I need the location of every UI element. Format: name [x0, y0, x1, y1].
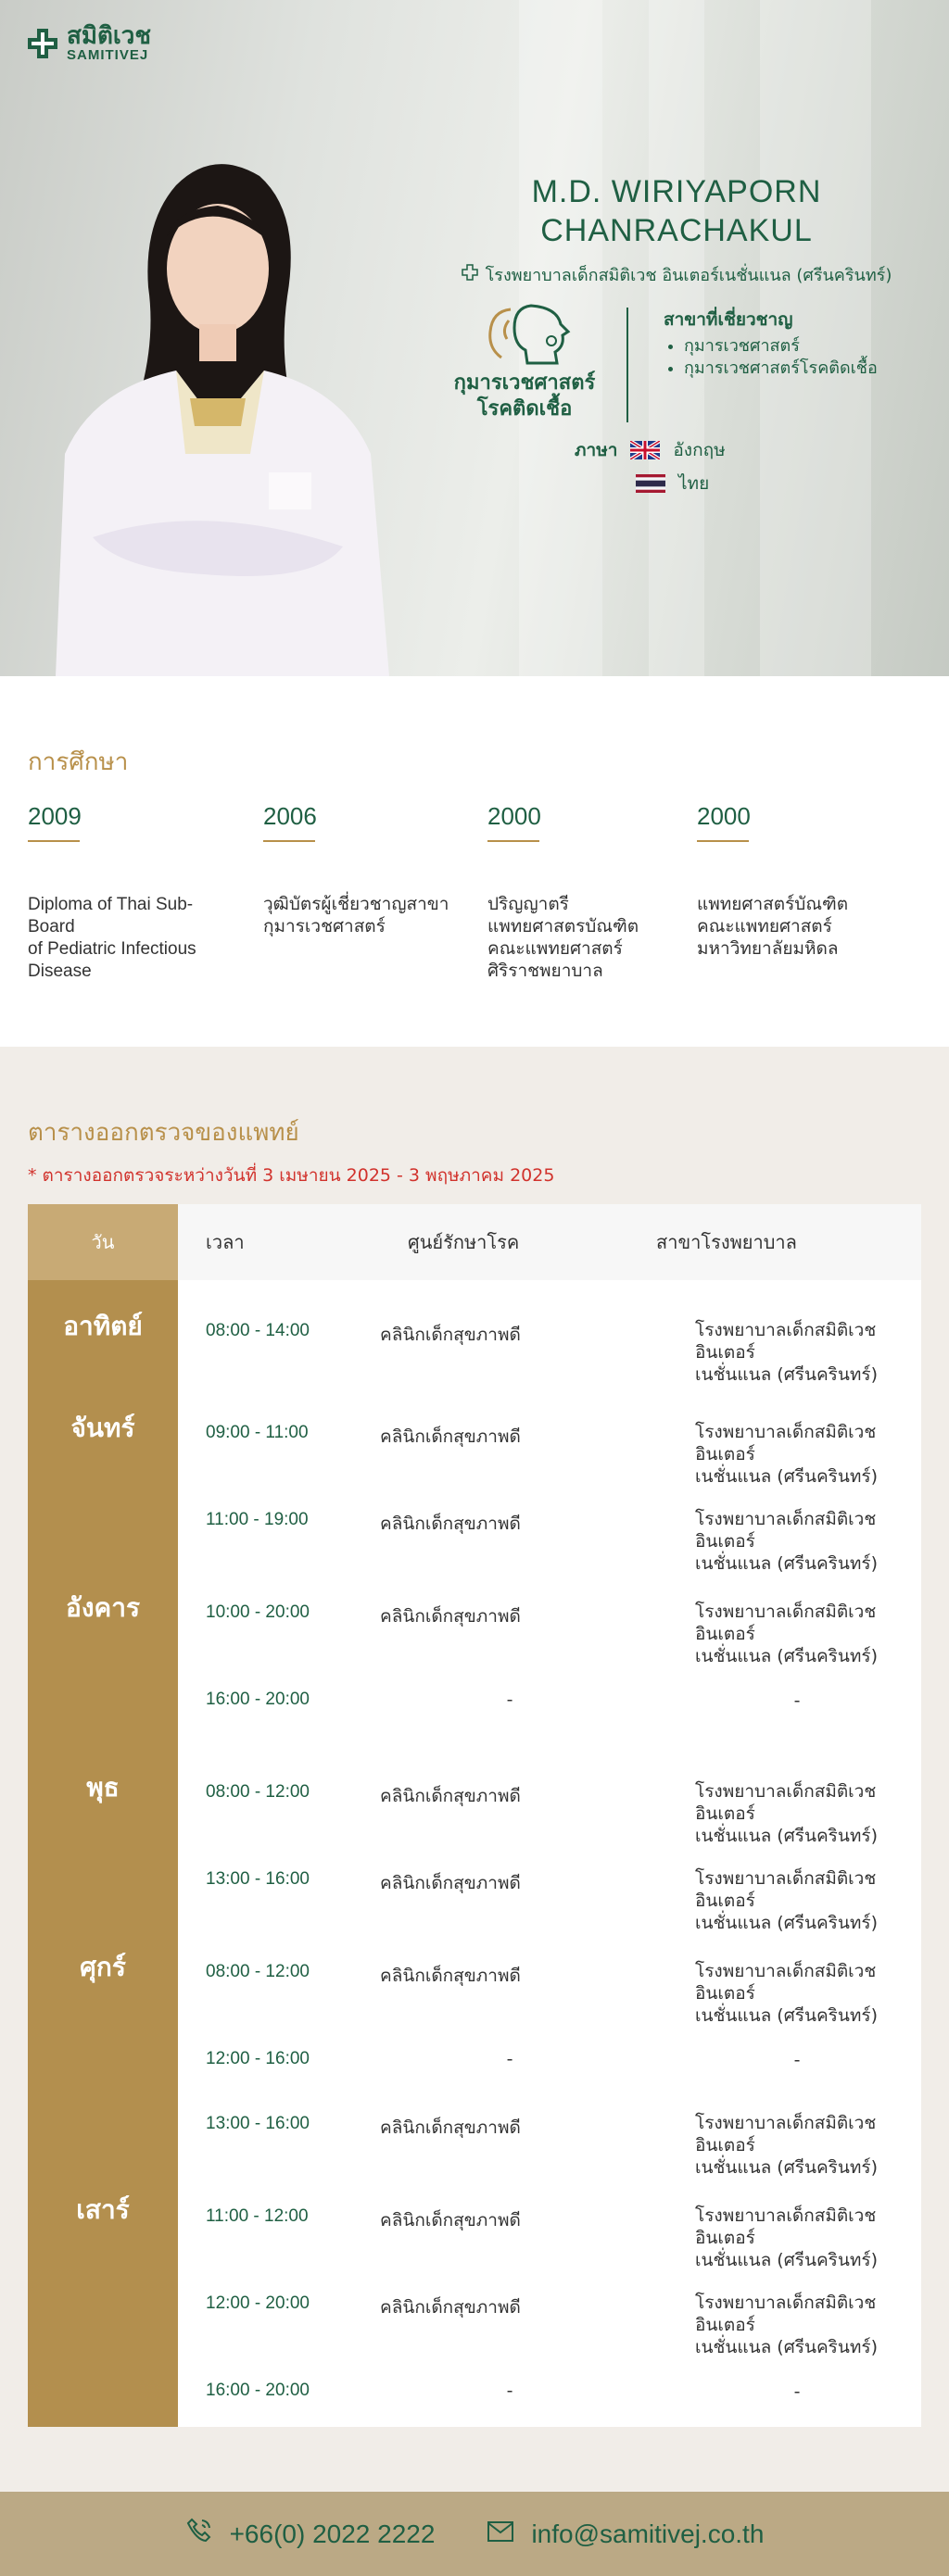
education-desc-line: วุฒิบัตรผู้เชี่ยวชาญสาขา	[263, 895, 449, 914]
day-monday: จันทร์	[70, 1413, 135, 1443]
education-desc-line: ปริญญาตรี	[487, 895, 569, 914]
row-branch: -	[793, 1690, 801, 1711]
day-wednesday: พุธ	[86, 1772, 120, 1803]
day-sunday: อาทิตย์	[63, 1311, 143, 1341]
education-desc-line: Diploma of Thai Sub-	[28, 895, 194, 914]
row-center: คลินิกเด็กสุขภาพดี	[380, 1786, 521, 1806]
row-center: -	[506, 2381, 513, 2401]
row-time: 16:00 - 20:00	[206, 2381, 310, 2400]
hospital-cross-icon	[462, 264, 478, 285]
education-year: 2000	[487, 802, 541, 830]
contact-footer	[0, 2492, 949, 2576]
education-year: 2000	[697, 802, 751, 830]
education-item	[697, 802, 901, 961]
specialty-head-icon	[423, 302, 626, 371]
education-desc-line: คณะแพทยศาสตร์	[487, 939, 623, 959]
row-time: 08:00 - 12:00	[206, 1962, 310, 1981]
education-desc-line: of Pediatric Infectious	[28, 939, 196, 959]
education-desc-line: คณะแพทยศาสตร์	[697, 917, 832, 936]
divider	[626, 308, 628, 422]
row-branch: โรงพยาบาลเด็กสมิติเวช อินเตอร์ เนชั่นแนล (ศรีนครินทร์)	[695, 1868, 878, 1933]
schedule-title: ตารางออกตรวจของแพทย์	[28, 1119, 299, 1147]
schedule-table	[28, 1204, 921, 2427]
row-time: 11:00 - 19:00	[206, 1510, 309, 1529]
expertise	[664, 306, 878, 380]
email-link[interactable]	[487, 2519, 764, 2549]
row-time: 11:00 - 12:00	[206, 2206, 309, 2226]
header-center: ศูนย์รักษาโรค	[408, 1231, 520, 1253]
row-branch: โรงพยาบาลเด็กสมิติเวช อินเตอร์ เนชั่นแนล (ศรีนครินทร์)	[695, 1602, 878, 1666]
education-desc-line: มหาวิทยาลัยมหิดล	[697, 939, 839, 959]
header-time: เวลา	[206, 1231, 245, 1253]
education-desc-line: กุมารเวชศาสตร์	[263, 917, 386, 936]
row-branch: โรงพยาบาลเด็กสมิติเวช อินเตอร์ เนชั่นแนล (ศรีนครินทร์)	[695, 2113, 878, 2178]
logo-text-th: สมิติเวช	[67, 22, 152, 50]
doctor-name	[445, 172, 908, 250]
samitivej-logo[interactable]	[26, 24, 151, 62]
education-year: 2006	[263, 802, 317, 830]
day-column	[28, 1280, 178, 2427]
row-branch: -	[793, 2381, 801, 2402]
phone-icon	[185, 2517, 213, 2551]
row-center: คลินิกเด็กสุขภาพดี	[380, 1873, 521, 1893]
phone-number[interactable]: +66(0) 2022 2222	[229, 2519, 436, 2548]
row-center: คลินิกเด็กสุขภาพดี	[380, 1966, 521, 1986]
mail-icon	[487, 2519, 514, 2549]
education-year: 2009	[28, 802, 82, 830]
row-time: 13:00 - 16:00	[206, 1869, 310, 1889]
row-time: 12:00 - 16:00	[206, 2049, 310, 2068]
language-thai: ไทย	[678, 473, 710, 494]
row-center: คลินิกเด็กสุขภาพดี	[380, 1514, 521, 1534]
row-time: 08:00 - 12:00	[206, 1782, 310, 1802]
row-time: 08:00 - 14:00	[206, 1321, 310, 1340]
doctor-hero	[0, 0, 949, 676]
row-center: คลินิกเด็กสุขภาพดี	[380, 1606, 521, 1627]
doctor-portrait	[37, 148, 389, 676]
row-branch: โรงพยาบาลเด็กสมิติเวช อินเตอร์ เนชั่นแนล (ศรีนครินทร์)	[695, 2293, 878, 2357]
row-center: คลินิกเด็กสุขภาพดี	[380, 1426, 521, 1447]
row-branch: โรงพยาบาลเด็กสมิติเวช อินเตอร์ เนชั่นแนล (ศรีนครินทร์)	[695, 1509, 878, 1574]
schedule-note: * ตารางออกตรวจระหว่างวันที่ 3 เมษายน 2025 - 3 พฤษภาคม 2025	[28, 1165, 555, 1186]
expertise-item: • กุมารเวชศาสตร์โรคติดเชื้อ	[684, 358, 878, 380]
uk-flag-icon	[630, 441, 660, 459]
row-center: คลินิกเด็กสุขภาพดี	[380, 1325, 521, 1345]
language-label: ภาษา	[575, 440, 618, 460]
logo-text-en: SAMITIVEJ	[67, 47, 149, 63]
row-time: 09:00 - 11:00	[206, 1423, 309, 1442]
education-desc-line: แพทยศาสตร์บัณฑิต	[697, 895, 849, 914]
education-item	[28, 802, 232, 983]
day-saturday: เสาร์	[76, 2194, 130, 2225]
education-desc-line: แพทยศาสตรบัณฑิต	[487, 917, 639, 936]
education-desc-line: Board	[28, 917, 75, 936]
row-time: 12:00 - 20:00	[206, 2293, 310, 2313]
table-header	[28, 1204, 921, 1280]
row-branch: โรงพยาบาลเด็กสมิติเวช อินเตอร์ เนชั่นแนล (ศรีนครินทร์)	[695, 1781, 878, 1846]
row-branch: โรงพยาบาลเด็กสมิติเวช อินเตอร์ เนชั่นแนล (ศรีนครินทร์)	[695, 1961, 878, 2026]
schedule-section	[0, 1047, 949, 2492]
row-time: 16:00 - 20:00	[206, 1690, 310, 1709]
row-time: 10:00 - 20:00	[206, 1602, 310, 1622]
row-branch: โรงพยาบาลเด็กสมิติเวช อินเตอร์ เนชั่นแนล (ศรีนครินทร์)	[695, 1320, 878, 1385]
thai-flag-icon	[636, 474, 665, 493]
doctor-name-line2: CHANRACHAKUL	[540, 213, 813, 248]
hospital-line	[436, 261, 917, 288]
doctor-name-line1: M.D. WIRIYAPORN	[531, 174, 822, 209]
row-center: คลินิกเด็กสุขภาพดี	[380, 2117, 521, 2138]
education-desc-line: Disease	[28, 961, 92, 981]
row-center: -	[506, 2049, 513, 2069]
day-friday: ศุกร์	[80, 1952, 126, 1982]
education-item	[263, 802, 467, 938]
row-center: คลินิกเด็กสุขภาพดี	[380, 2210, 521, 2230]
row-branch: โรงพยาบาลเด็กสมิติเวช อินเตอร์ เนชั่นแนล (ศรีนครินทร์)	[695, 1422, 878, 1487]
specialty-line1: กุมารเวชศาสตร์	[453, 371, 596, 395]
row-branch: โรงพยาบาลเด็กสมิติเวช อินเตอร์ เนชั่นแนล (ศรีนครินทร์)	[695, 2205, 878, 2270]
specialty-block	[423, 302, 626, 422]
cross-logo-icon	[26, 27, 59, 60]
expertise-title: สาขาที่เชี่ยวชาญ	[664, 309, 793, 330]
row-time: 13:00 - 16:00	[206, 2114, 310, 2133]
language-english: อังกฤษ	[673, 440, 726, 460]
row-center: คลินิกเด็กสุขภาพดี	[380, 2297, 521, 2318]
hospital-name: โรงพยาบาลเด็กสมิติเวช อินเตอร์เนชั่นแนล (ศรีนครินทร์)	[485, 266, 892, 285]
header-branch: สาขาโรงพยาบาล	[656, 1231, 797, 1253]
education-desc-line: ศิริราชพยาบาล	[487, 961, 603, 981]
day-tuesday: อังคาร	[66, 1592, 140, 1623]
education-title: การศึกษา	[28, 748, 129, 776]
education-section	[0, 676, 949, 1047]
row-branch: -	[793, 2050, 801, 2070]
header-day: วัน	[28, 1204, 178, 1280]
specialty-line2: โรคติดเชื้อ	[476, 397, 573, 421]
languages	[575, 434, 726, 500]
row-center: -	[506, 1690, 513, 1710]
phone-link[interactable]	[185, 2517, 436, 2551]
education-item	[487, 802, 673, 983]
email-address[interactable]: info@samitivej.co.th	[531, 2519, 765, 2548]
expertise-item: • กุมารเวชศาสตร์	[684, 335, 878, 358]
